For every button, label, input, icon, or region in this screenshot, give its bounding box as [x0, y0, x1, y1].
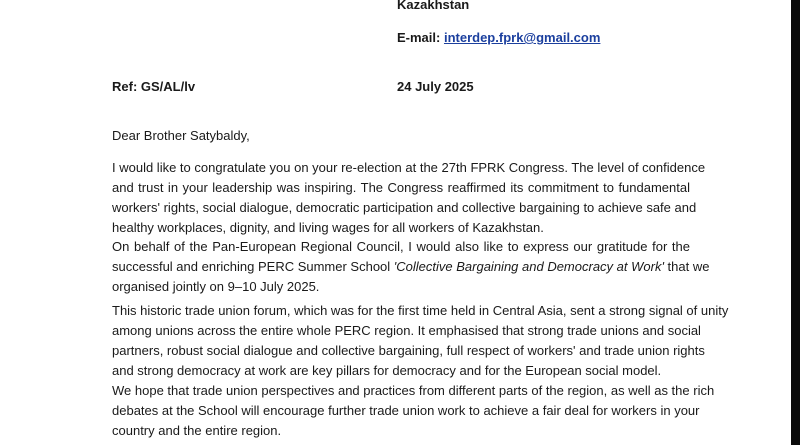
reference: Ref: GS/AL/lv — [112, 79, 196, 94]
text-line: healthy workplaces, dignity, and living wages for all workers of Kazakhstan. — [112, 220, 544, 235]
text-line: organised jointly on 9–10 July 2025. — [112, 279, 320, 294]
paragraph-hope — [112, 381, 715, 441]
text-line: debates at the School will encourage further trade union work to achieve a fair deal for workers in your — [112, 403, 700, 418]
text-segment: successful and enriching PERC Summer School — [112, 259, 394, 274]
text-line: and trust in your leadership was inspiring. The Congress reaffirmed its commitment to fundamental — [112, 180, 690, 195]
paragraph-summer-school — [112, 237, 710, 297]
text-line: I would like to congratulate you on your re-election at the 27th FPRK Congress. The level of confidence — [112, 160, 706, 175]
email-link[interactable]: interdep.fprk@gmail.com — [443, 30, 601, 45]
email-line — [397, 30, 600, 45]
recipient-country: Kazakhstan — [397, 0, 470, 12]
letter-date: 24 July 2025 — [397, 79, 474, 94]
school-title: 'Collective Bargaining and Democracy at Work' — [393, 259, 664, 274]
paragraph-congratulations — [112, 158, 706, 238]
text-line: We hope that trade union perspectives and practices from different parts of the region, as well as the rich — [112, 383, 715, 398]
text-line: On behalf of the Pan-European Regional Council, I would also like to express our gratitude for the — [112, 239, 690, 254]
text-line: among unions across the entire whole PERC region. It emphasised that strong trade unions and social — [112, 323, 701, 338]
screen-edge — [791, 0, 800, 445]
text-line: country and the entire region. — [112, 423, 282, 438]
text-line: partners, robust social dialogue and collective bargaining, full respect of workers' and trade union rights — [112, 343, 705, 358]
salutation: Dear Brother Satybaldy, — [112, 128, 250, 143]
text-line: workers' rights, social dialogue, democratic participation and collective bargaining to achieve safe and — [112, 200, 697, 215]
text-segment: that we — [663, 259, 710, 274]
email-label: E-mail: — [397, 30, 441, 45]
text-line: and strong democracy at work are key pillars for democracy and for the European social model. — [112, 363, 662, 378]
paragraph-forum — [112, 301, 729, 381]
text-line — [112, 257, 710, 277]
text-line: This historic trade union forum, which was for the first time held in Central Asia, sent a strong signal of unity — [112, 303, 729, 318]
